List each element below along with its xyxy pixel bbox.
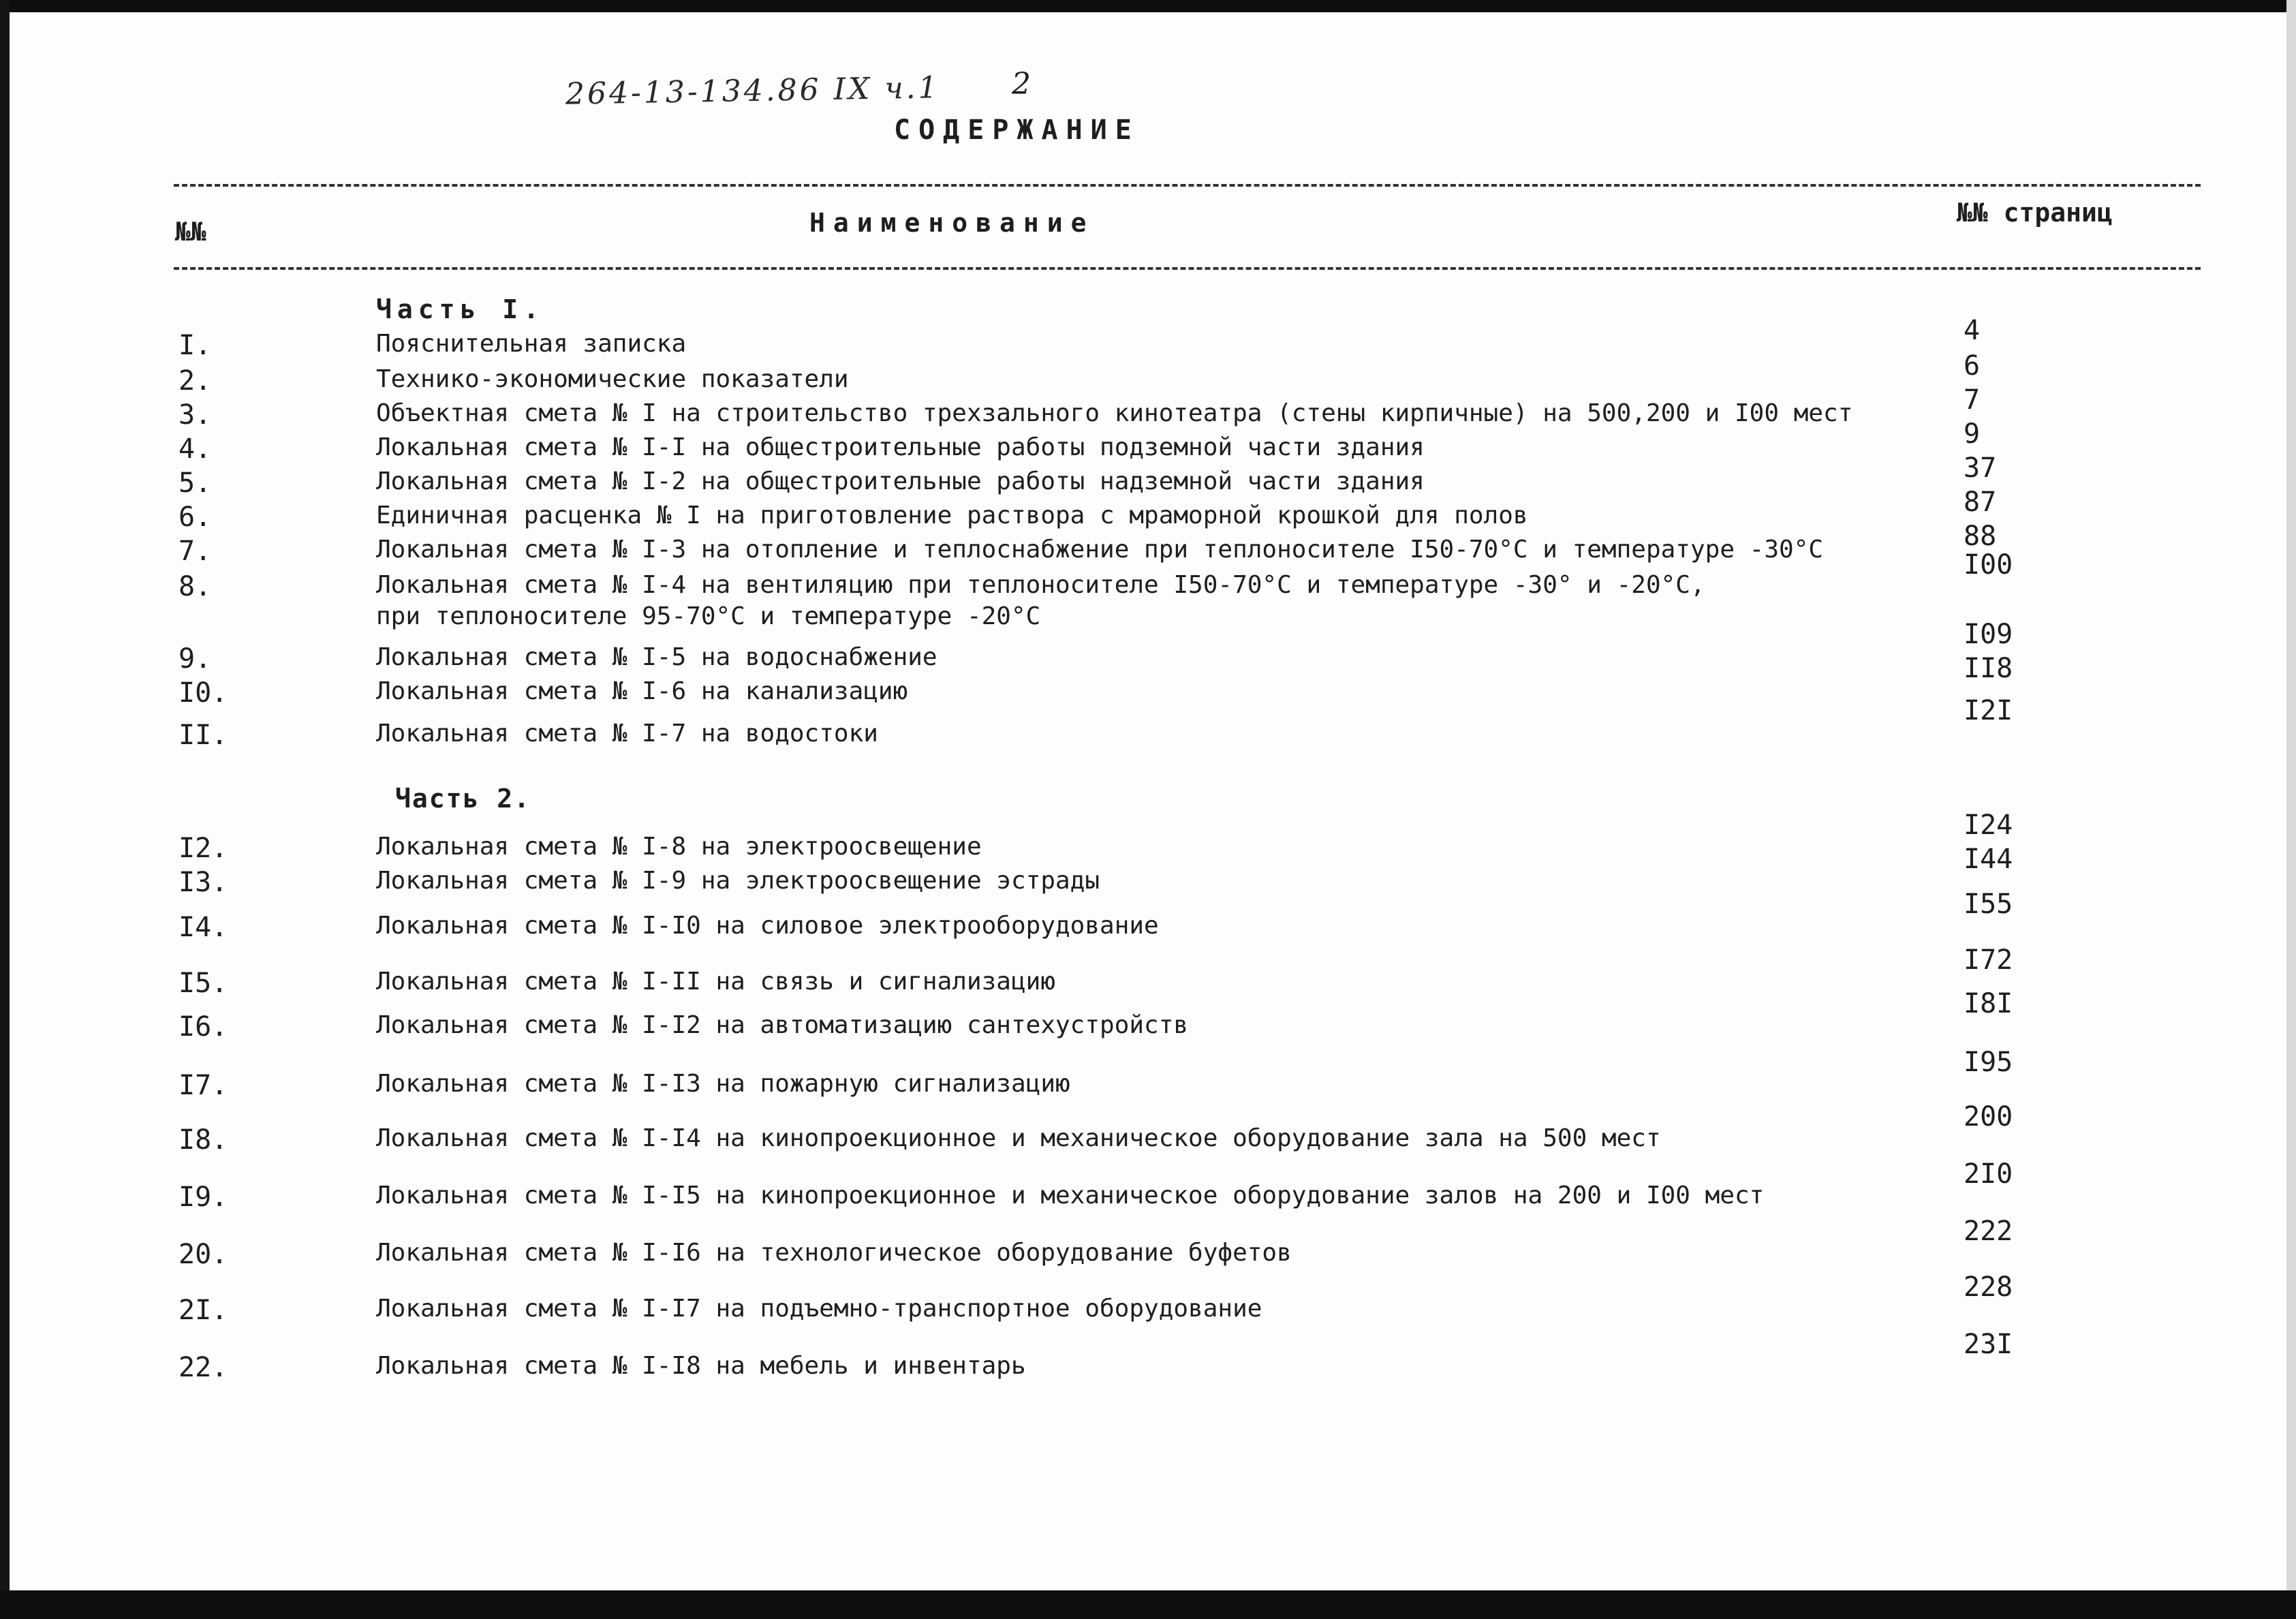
table-row — [0, 1101, 2296, 1157]
column-header-name: Наименование — [809, 208, 1095, 238]
table-row-continuation — [0, 602, 2296, 635]
scan-border-top — [0, 0, 2296, 12]
row-number: I7. — [179, 1070, 228, 1101]
row-name-continuation: при теплоносителе 95-70°С и температуре -20°С — [376, 602, 1041, 630]
row-name: Пояснительная записка — [376, 330, 687, 358]
row-page: 88 — [1964, 521, 1997, 552]
row-number: 8. — [179, 571, 212, 602]
row-page: 9 — [1964, 418, 1981, 450]
table-row — [0, 521, 2296, 568]
row-name: Локальная смета № I-I2 на автоматизацию сантехустройств — [376, 1011, 1189, 1039]
row-page: I55 — [1964, 889, 2013, 920]
row-number: 6. — [179, 502, 212, 533]
row-name: Единичная расценка № I на приготовление раствора с мраморной крошкой для полов — [376, 502, 1528, 529]
row-name: Локальная смета № I-II на связь и сигнализацию — [376, 968, 1055, 996]
table-row — [0, 944, 2296, 1000]
column-header-pages: №№ страниц — [1957, 198, 2113, 228]
row-name: Объектная смета № I на строительство трехзального кинотеатра (стены кирпичные) на 500,200 и I00 мест — [376, 399, 1853, 427]
row-page: I24 — [1964, 810, 2013, 841]
scan-border-bottom — [0, 1590, 2296, 1619]
row-page: 23I — [1964, 1329, 2013, 1360]
row-number: I9. — [179, 1182, 228, 1213]
row-page: 222 — [1964, 1216, 2013, 1247]
table-row — [0, 988, 2296, 1044]
row-name: Локальная смета № I-I8 на мебель и инвентарь — [376, 1352, 1026, 1380]
row-name: Локальная смета № I-5 на водоснабжение — [376, 643, 937, 671]
table-row — [0, 315, 2296, 363]
table-row — [0, 350, 2296, 398]
row-name: Локальная смета № I-I5 на кинопроекционное и механическое оборудование залов на 200 и I00 мест — [376, 1182, 1765, 1209]
row-page: 200 — [1964, 1101, 2013, 1132]
row-page: I44 — [1964, 844, 2013, 875]
row-number: I4. — [179, 912, 228, 943]
table-row — [0, 418, 2296, 466]
row-page: I09 — [1964, 619, 2013, 650]
row-name: Локальная смета № I-6 на канализацию — [376, 677, 908, 705]
row-page: II8 — [1964, 653, 2013, 684]
row-name: Локальная смета № I-2 на общестроительные работы надземной части здания — [376, 467, 1425, 495]
table-row — [0, 487, 2296, 534]
row-name: Локальная смета № I-I4 на кинопроекционное и механическое оборудование зала на 500 мест — [376, 1124, 1661, 1152]
table-row — [0, 1158, 2296, 1214]
row-number: 9. — [179, 643, 212, 675]
row-page: I00 — [1964, 549, 2013, 581]
table-row — [0, 889, 2296, 944]
row-number: I6. — [179, 1011, 228, 1043]
table-row — [0, 1271, 2296, 1327]
row-page: 228 — [1964, 1271, 2013, 1303]
table-top-rule — [174, 184, 2201, 187]
part-heading-1: Часть I. — [376, 294, 545, 324]
row-page: 37 — [1964, 452, 1997, 484]
page-number: 2 — [1012, 67, 1031, 102]
row-number: 2I. — [179, 1295, 228, 1326]
row-page: 6 — [1964, 350, 1981, 382]
row-page: 87 — [1964, 487, 1997, 518]
row-number: I5. — [179, 968, 228, 999]
row-number: I0. — [179, 677, 228, 709]
table-row — [0, 695, 2296, 752]
row-number: I8. — [179, 1124, 228, 1156]
row-number: 4. — [179, 433, 212, 465]
row-number: 20. — [179, 1239, 228, 1270]
row-page: 2I0 — [1964, 1158, 2013, 1190]
table-row — [0, 619, 2296, 676]
row-page: I72 — [1964, 944, 2013, 976]
row-number: I2. — [179, 833, 228, 864]
row-page: I8I — [1964, 988, 2013, 1019]
part-heading-2: Часть 2. — [395, 784, 531, 814]
row-name: Локальная смета № I-I6 на технологическое оборудование буфетов — [376, 1239, 1292, 1267]
column-header-number: №№ — [175, 217, 206, 247]
row-name: Локальная смета № I-8 на электроосвещение — [376, 833, 982, 861]
row-page: 4 — [1964, 315, 1981, 346]
table-row — [0, 452, 2296, 500]
row-number: 22. — [179, 1352, 228, 1383]
row-name: Локальная смета № I-I0 на силовое электрооборудование — [376, 912, 1159, 940]
row-number: I3. — [179, 867, 228, 898]
table-row — [0, 1047, 2296, 1103]
row-number: I. — [179, 330, 212, 361]
table-row — [0, 1216, 2296, 1271]
table-row — [0, 810, 2296, 865]
row-name: Локальная смета № I-4 на вентиляцию при теплоносителе I50-70°С и температуре -30° и -20°С, — [376, 571, 1705, 599]
table-header-rule — [174, 267, 2201, 270]
row-name: Локальная смета № I-9 на электроосвещение эстрады — [376, 867, 1100, 895]
row-number: 3. — [179, 399, 212, 431]
row-number: 7. — [179, 536, 212, 567]
page-title: СОДЕРЖАНИЕ — [894, 114, 1140, 146]
row-number: 2. — [179, 365, 212, 397]
row-name: Технико-экономические показатели — [376, 365, 849, 393]
row-name: Локальная смета № I-I3 на пожарную сигнализацию — [376, 1070, 1070, 1098]
row-number: II. — [179, 720, 228, 751]
document-code: 264-13-134.86 IX ч.1 — [565, 70, 941, 112]
row-number: 5. — [179, 467, 212, 499]
row-name: Локальная смета № I-I на общестроительные работы подземной части здания — [376, 433, 1425, 461]
row-name: Локальная смета № I-3 на отопление и теплоснабжение при теплоносителе I50-70°С и температуре -30°С — [376, 536, 1824, 564]
row-page: 7 — [1964, 384, 1981, 416]
table-row — [0, 1329, 2296, 1385]
row-name: Локальная смета № I-7 на водостоки — [376, 720, 878, 747]
table-row — [0, 384, 2296, 432]
row-name: Локальная смета № I-I7 на подъемно-транспортное оборудование — [376, 1295, 1262, 1323]
row-page: I2I — [1964, 695, 2013, 726]
row-page: I95 — [1964, 1047, 2013, 1078]
